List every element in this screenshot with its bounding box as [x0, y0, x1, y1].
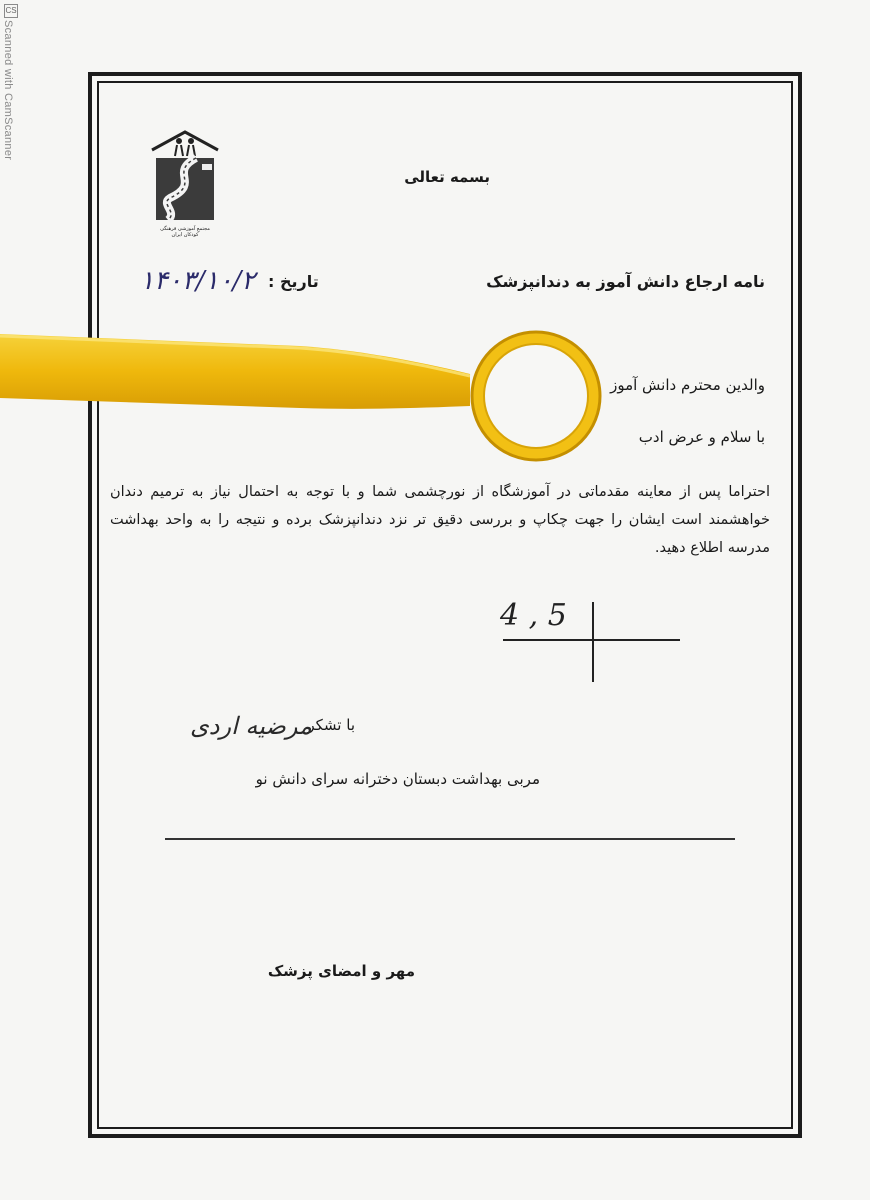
letter-title: نامه ارجاع دانش آموز به دندانپزشک — [486, 272, 765, 291]
marked-teeth-handwritten: 4 , 5 — [500, 598, 567, 633]
scanner-watermark: Scanned with CamScanner — [2, 20, 14, 161]
bismillah-heading: بسمه تعالی — [404, 168, 490, 186]
document-frame-inner — [97, 81, 793, 1129]
date-label: تاریخ : — [268, 272, 319, 291]
closing-thanks: با تشکر — [307, 716, 355, 734]
signer-role: مربی بهداشت دبستان دخترانه سرای دانش نو — [255, 770, 540, 788]
salutation-line: والدین محترم دانش آموز — [610, 376, 765, 394]
school-logo-icon — [148, 128, 222, 226]
handwritten-signature: مرضیه اردی — [190, 712, 312, 740]
doctor-stamp-signature-label: مهر و امضای پزشک — [267, 962, 415, 980]
date-value-handwritten: ۱۴۰۳/۱۰/۲ — [140, 266, 256, 296]
separator-line — [165, 838, 735, 840]
greeting-line: با سلام و عرض ادب — [638, 428, 765, 446]
school-logo-caption: مجتمع آموزشی فرهنگی کودکان ایران — [160, 226, 210, 238]
camscanner-logo-icon: CS — [4, 4, 18, 18]
letter-body-text: احتراما پس از معاینه مقدماتی در آموزشگاه از نورچشمی شما و با توجه به احتمال نیاز به ترمیم دندان خواهشمند است ایشان را جهت چکاپ و بررسی دقیق تر نزد دندانپزشک برده و نتیجه را به واحد بهداشت مدرسه اطلاع دهید. — [110, 484, 770, 556]
dental-mirror-icon — [0, 318, 610, 470]
